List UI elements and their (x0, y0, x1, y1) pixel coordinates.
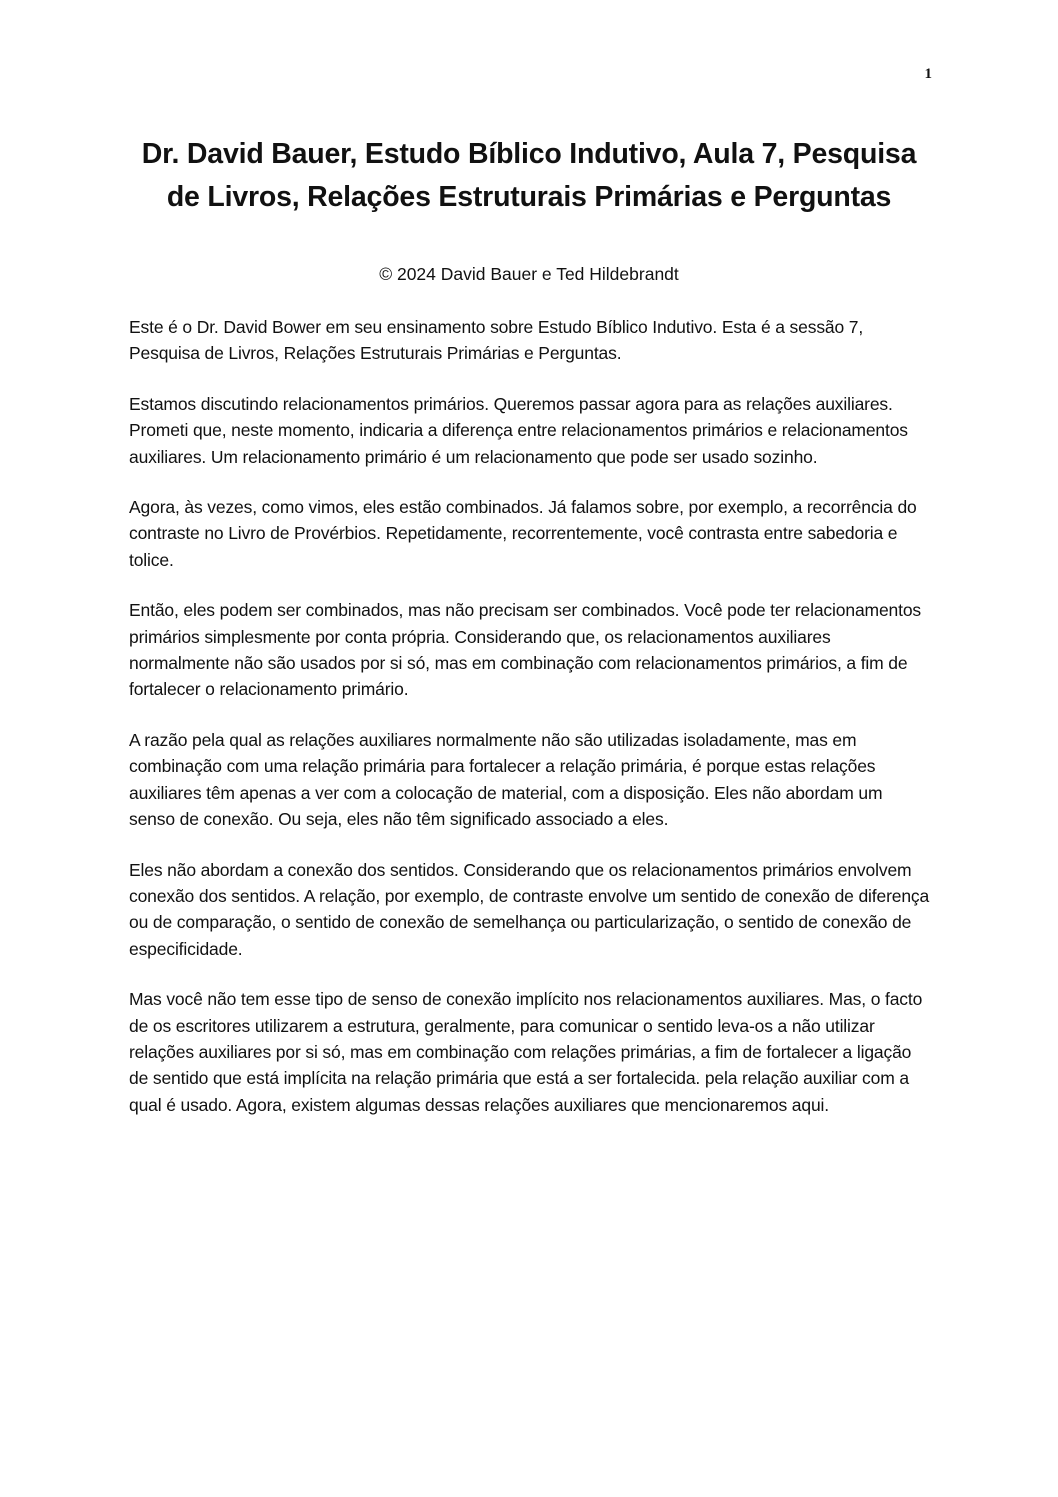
paragraph: Então, eles podem ser combinados, mas não precisam ser combinados. Você pode ter relacionamentos primários simplesmente por conta própria. Considerando que, os relacionamentos auxiliares normalmente não são usados por si só, mas em combinação com relacionamentos primários, a fim de fortalecer o relacionamento primário. (129, 600, 922, 700)
paragraph: Mas você não tem esse tipo de senso de conexão implícito nos relacionamentos auxiliares. Mas, o facto de os escritores utilizarem a estrutura, geralmente, para comunicar o sentido leva-os a não utilizar relações auxiliares por si só, mas em combinação com relações primárias, a fim de fortalecer a ligação de sentido que está implícita na relação primária que está a ser fortalecida. pela relação auxiliar com a qual é usado. Agora, existem algumas dessas relações auxiliares que mencionaremos aqui. (129, 989, 923, 1115)
document-body (129, 314, 931, 1142)
paragraph: Este é o Dr. David Bower em seu ensinamento sobre Estudo Bíblico Indutivo. Esta é a sessão 7, Pesquisa de Livros, Relações Estruturais Primárias e Perguntas. (129, 317, 864, 364)
paragraph: Eles não abordam a conexão dos sentidos. Considerando que os relacionamentos primários envolvem conexão dos sentidos. A relação, por exemplo, de contraste envolve um sentido de conexão de diferença ou de comparação, o sentido de conexão de semelhança ou particularização, o sentido de conexão de especificidade. (129, 859, 930, 959)
document-title: Dr. David Bauer, Estudo Bíblico Indutivo, Aula 7, Pesquisa de Livros, Relações Estruturais Primárias e Perguntas (141, 138, 917, 213)
paragraph: Agora, às vezes, como vimos, eles estão combinados. Já falamos sobre, por exemplo, a recorrência do contraste no Livro de Provérbios. Repetidamente, recorrentemente, você contrasta entre sabedoria e tolice. (129, 497, 917, 570)
copyright-line: © 2024 David Bauer e Ted Hildebrandt (379, 264, 679, 284)
paragraph: A razão pela qual as relações auxiliares normalmente não são utilizadas isoladamente, mas em combinação com uma relação primária para fortalecer a relação primária, é porque estas relações auxiliares têm apenas a ver com a colocação de material, com a disposição. Eles não abordam um senso de conexão. Ou seja, eles não têm significado associado a eles. (129, 729, 883, 830)
page-number: 1 (924, 66, 932, 82)
paragraph: Estamos discutindo relacionamentos primários. Queremos passar agora para as relações auxiliares. Prometi que, neste momento, indicaria a diferença entre relacionamentos primários e relacionamentos auxiliares. Um relacionamento primário é um relacionamento que pode ser usado sozinho. (129, 393, 908, 467)
